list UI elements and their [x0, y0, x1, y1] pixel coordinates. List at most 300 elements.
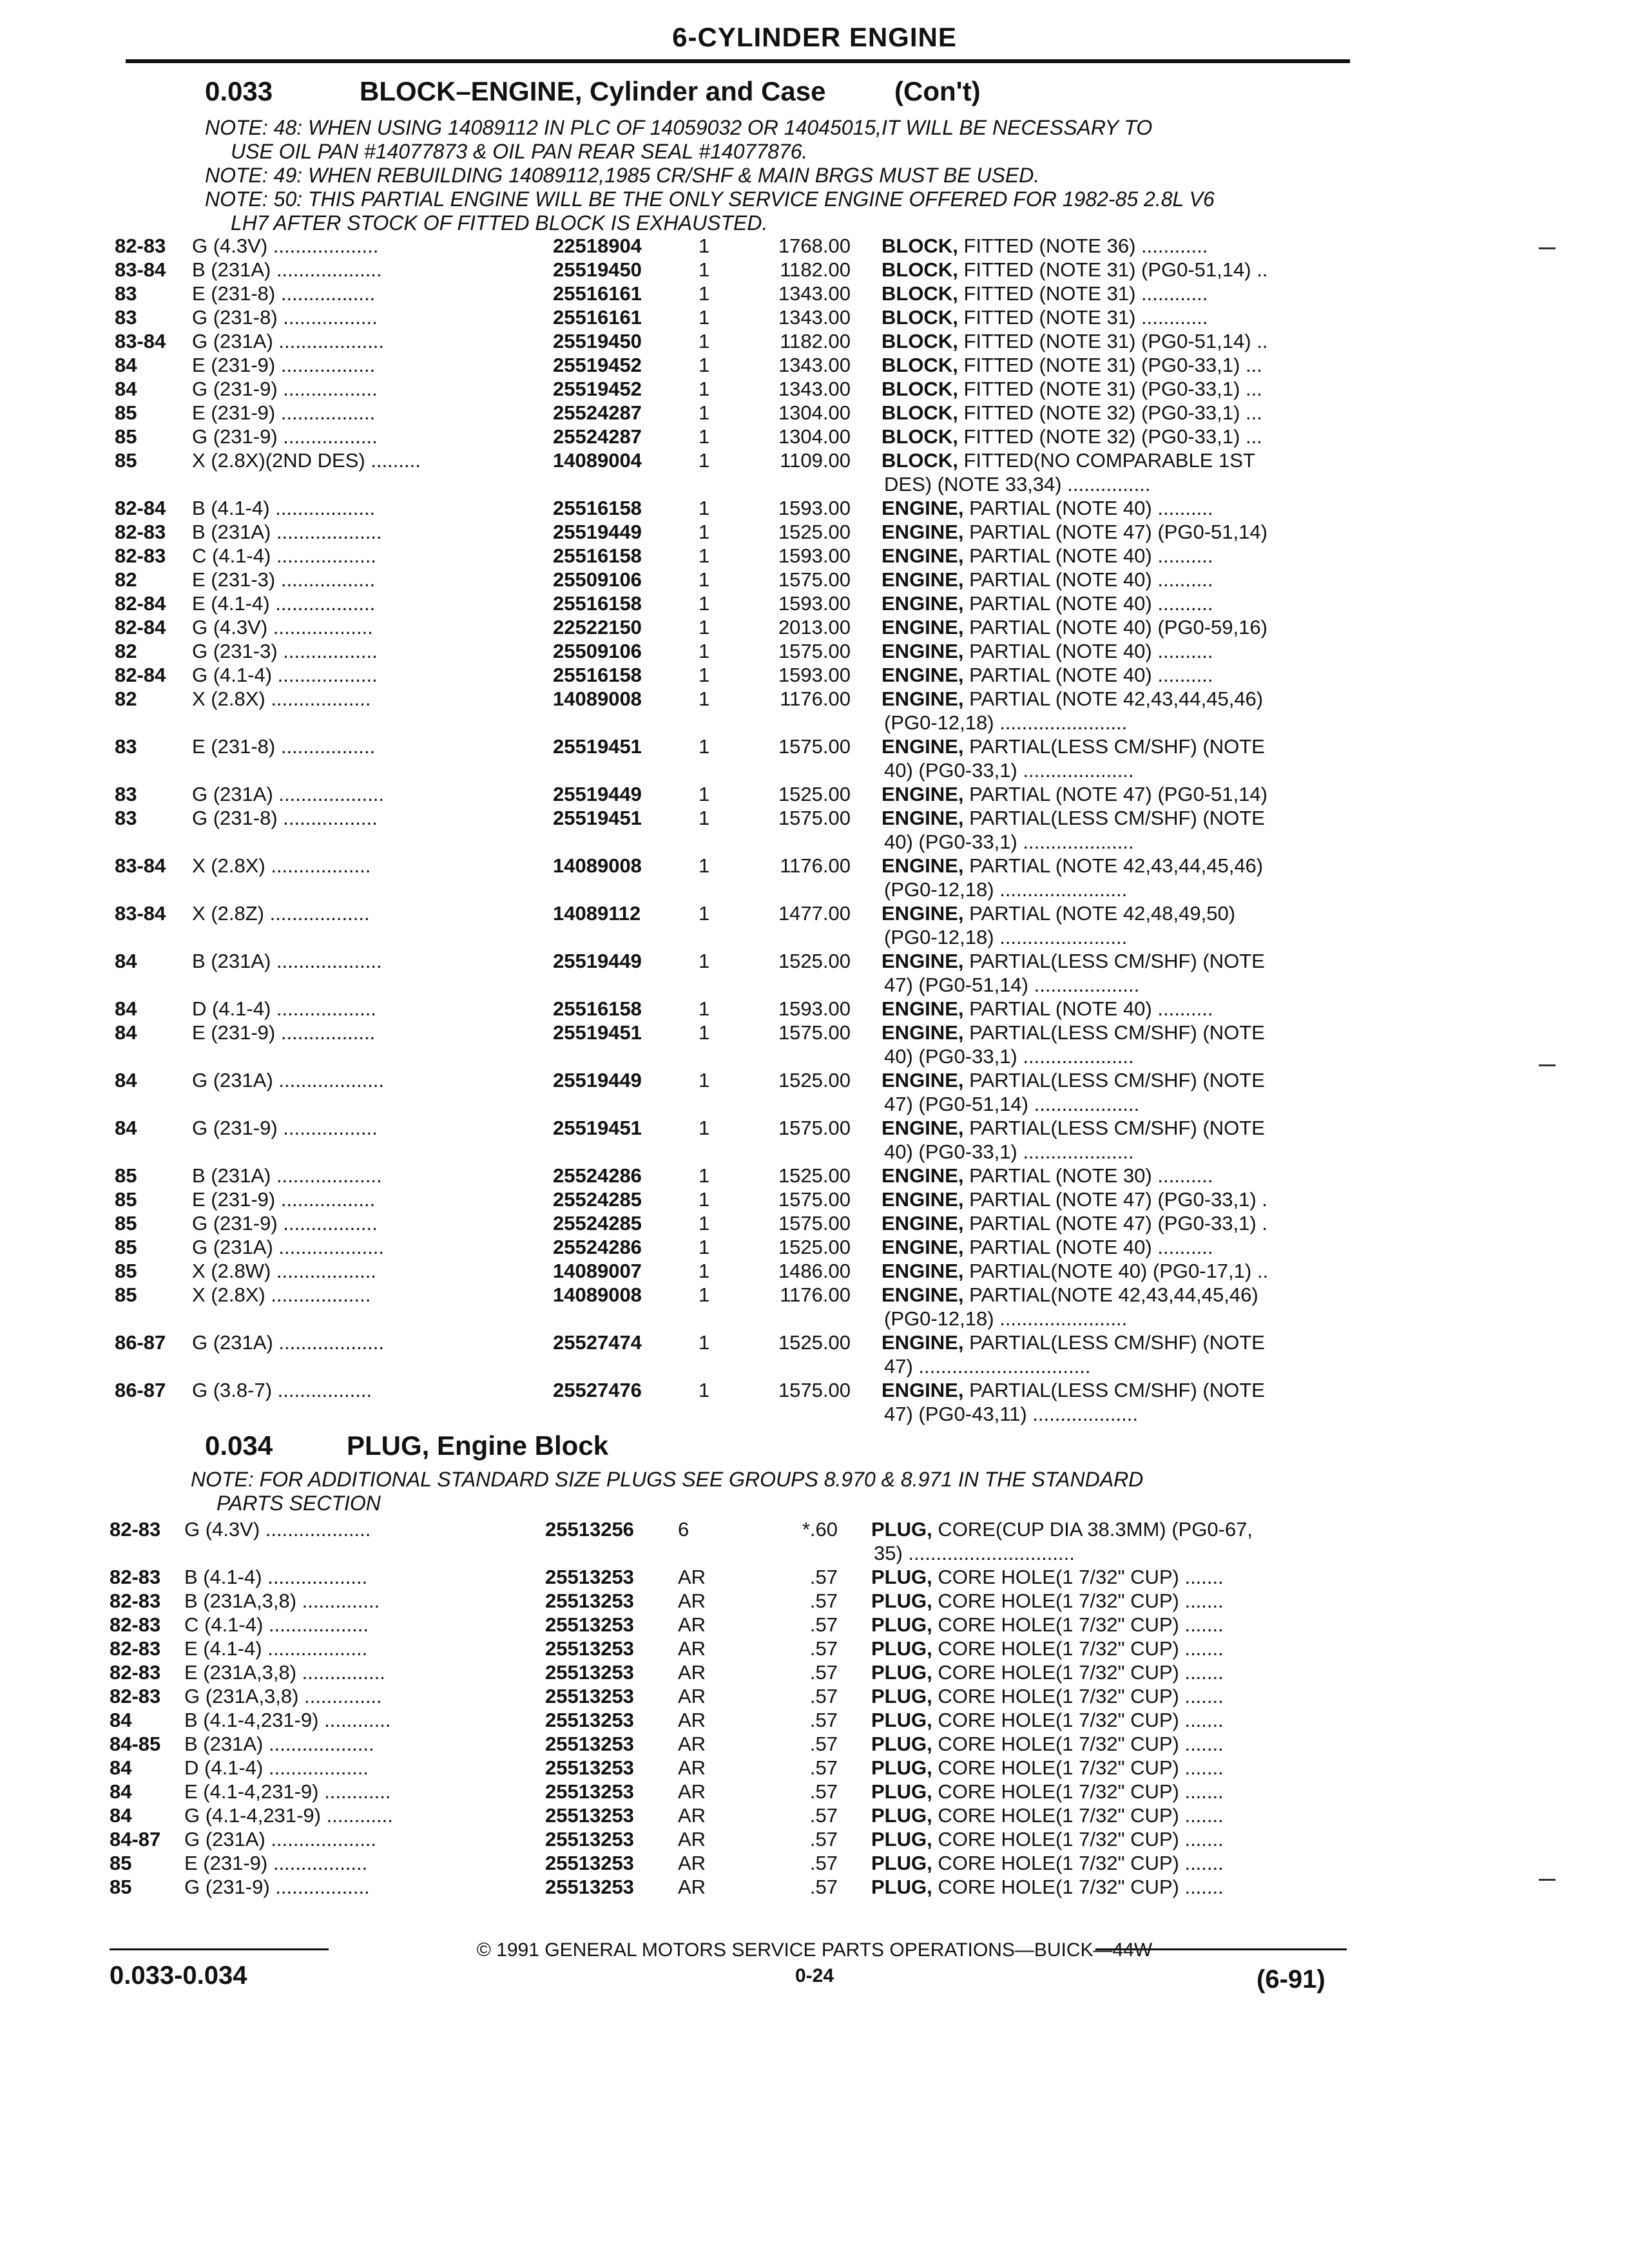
application: G (4.3V) ..................	[192, 616, 373, 639]
quantity: 1	[699, 1379, 710, 1401]
section-033-note-line: NOTE: 48: WHEN USING 14089112 IN PLC OF 14059032 OR 14045015,IT WILL BE NECESSARY TO	[205, 116, 1153, 139]
part-number: 25513253	[545, 1780, 634, 1803]
quantity: AR	[678, 1852, 706, 1874]
model-year: 86-87	[115, 1379, 166, 1401]
model-year: 85	[115, 425, 137, 448]
application: B (231A) ...................	[192, 521, 382, 543]
description: ENGINE, PARTIAL (NOTE 40) ..........	[882, 544, 1213, 567]
description: BLOCK, FITTED (NOTE 31) (PG0-33,1) ...	[882, 354, 1262, 376]
application: G (231-9) .................	[184, 1876, 370, 1898]
quantity: 1	[699, 735, 710, 758]
model-year: 85	[110, 1876, 132, 1898]
description: PLUG, CORE HOLE(1 7/32" CUP) .......	[871, 1804, 1224, 1827]
application: X (2.8X) ..................	[192, 687, 371, 710]
quantity: 1	[699, 1331, 710, 1354]
quantity: 1	[699, 1117, 710, 1139]
part-number: 25516158	[553, 544, 642, 567]
price: .57	[809, 1852, 838, 1874]
model-year: 84-85	[110, 1733, 161, 1755]
price: .57	[809, 1613, 838, 1636]
description: ENGINE, PARTIAL (NOTE 42,43,44,45,46)	[882, 687, 1264, 710]
part-number: 25524286	[553, 1164, 642, 1187]
model-year: 85	[115, 401, 137, 424]
application: B (231A) ...................	[192, 1164, 382, 1187]
footer-group-range: 0.033-0.034	[110, 1961, 247, 1990]
description: ENGINE, PARTIAL (NOTE 30) ..........	[882, 1164, 1213, 1187]
application: G (231-9) .................	[192, 425, 378, 448]
application: B (231A,3,8) ..............	[184, 1590, 380, 1612]
application: D (4.1-4) ..................	[184, 1756, 369, 1779]
description: PLUG, CORE HOLE(1 7/32" CUP) .......	[871, 1566, 1224, 1588]
price: 1575.00	[778, 568, 851, 591]
model-year: 85	[115, 1236, 137, 1258]
description: ENGINE, PARTIAL (NOTE 40) ..........	[882, 497, 1213, 519]
quantity: 1	[699, 902, 710, 925]
model-year: 82-83	[115, 544, 166, 567]
part-number: 25509106	[553, 568, 642, 591]
description: BLOCK, FITTED (NOTE 32) (PG0-33,1) ...	[882, 401, 1262, 424]
price: .57	[809, 1661, 838, 1684]
model-year: 84	[110, 1804, 132, 1827]
model-year: 83-84	[115, 854, 166, 877]
part-number: 25519449	[553, 1069, 642, 1091]
part-number: 14089008	[553, 687, 642, 710]
quantity: AR	[678, 1804, 706, 1827]
model-year: 84	[110, 1756, 132, 1779]
price: 1575.00	[778, 735, 851, 758]
part-number: 25527474	[553, 1331, 642, 1354]
description: ENGINE, PARTIAL (NOTE 40) ..........	[882, 1236, 1213, 1258]
section-034-note-line: NOTE: FOR ADDITIONAL STANDARD SIZE PLUGS SEE GROUPS 8.970 & 8.971 IN THE STANDARD	[191, 1468, 1144, 1491]
price: 1182.00	[780, 330, 851, 352]
description: ENGINE, PARTIAL (NOTE 47) (PG0-33,1) .	[882, 1188, 1268, 1211]
application: G (4.1-4,231-9) ............	[184, 1804, 393, 1827]
part-number: 14089007	[553, 1260, 642, 1282]
price: 1176.00	[780, 687, 851, 710]
quantity: 1	[699, 378, 710, 400]
application: E (231A,3,8) ...............	[184, 1661, 385, 1684]
section-033-note-line: NOTE: 50: THIS PARTIAL ENGINE WILL BE THE ONLY SERVICE ENGINE OFFERED FOR 1982-85 2.8L V6	[205, 187, 1215, 211]
model-year: 84	[115, 950, 137, 972]
section-033-name: BLOCK–ENGINE, Cylinder and Case	[360, 76, 826, 106]
quantity: 1	[699, 258, 710, 281]
model-year: 84	[110, 1709, 132, 1731]
part-number: 25513253	[545, 1733, 634, 1755]
price: 1525.00	[778, 783, 851, 805]
part-number: 25513253	[545, 1685, 634, 1707]
quantity: AR	[678, 1709, 706, 1731]
description: PLUG, CORE HOLE(1 7/32" CUP) .......	[871, 1756, 1224, 1779]
model-year: 83	[115, 735, 137, 758]
model-year: 84-87	[110, 1828, 161, 1850]
quantity: AR	[678, 1590, 706, 1612]
description: ENGINE, PARTIAL (NOTE 40) ..........	[882, 664, 1213, 686]
price: .57	[809, 1876, 838, 1898]
model-year: 82-83	[110, 1566, 161, 1588]
model-year: 82-84	[115, 664, 166, 686]
quantity: 6	[678, 1518, 689, 1541]
price: 1525.00	[778, 1331, 851, 1354]
price: .57	[809, 1566, 838, 1588]
description-continued: 40) (PG0-33,1) ....................	[884, 1140, 1134, 1163]
description-continued: 47) ...............................	[884, 1355, 1091, 1378]
section-033-note-line: USE OIL PAN #14077873 & OIL PAN REAR SEAL #14077876.	[231, 140, 808, 163]
application: G (4.1-4) ..................	[192, 664, 378, 686]
application: G (4.3V) ...................	[184, 1518, 371, 1541]
application: X (2.8Z) ..................	[192, 902, 370, 925]
description: ENGINE, PARTIAL(NOTE 42,43,44,45,46)	[882, 1283, 1258, 1306]
description: ENGINE, PARTIAL (NOTE 40) ..........	[882, 640, 1213, 662]
part-number: 25524286	[553, 1236, 642, 1258]
description: BLOCK, FITTED(NO COMPARABLE 1ST	[882, 449, 1255, 472]
price: .57	[809, 1709, 838, 1731]
part-number: 25513253	[545, 1804, 634, 1827]
quantity: AR	[678, 1733, 706, 1755]
model-year: 84	[115, 378, 137, 400]
part-number: 22518904	[553, 235, 642, 257]
description-continued: 40) (PG0-33,1) ....................	[884, 831, 1134, 853]
price: 2013.00	[778, 616, 851, 639]
quantity: AR	[678, 1637, 706, 1660]
description: PLUG, CORE(CUP DIA 38.3MM) (PG0-67,	[871, 1518, 1253, 1541]
part-number: 25524287	[553, 425, 642, 448]
application: E (231-3) .................	[192, 568, 376, 591]
application: G (231-8) .................	[192, 807, 378, 829]
price: 1575.00	[778, 1379, 851, 1401]
section-034-name: PLUG, Engine Block	[347, 1430, 609, 1461]
price: 1343.00	[778, 282, 851, 305]
price: 1176.00	[780, 1283, 851, 1306]
model-year: 82-83	[110, 1685, 161, 1707]
application: E (4.1-4) ..................	[184, 1637, 368, 1660]
quantity: 1	[699, 235, 710, 257]
application: X (2.8W) ..................	[192, 1260, 376, 1282]
quantity: 1	[699, 1236, 710, 1258]
description: PLUG, CORE HOLE(1 7/32" CUP) .......	[871, 1685, 1224, 1707]
price: .57	[809, 1637, 838, 1660]
model-year: 82-84	[115, 497, 166, 519]
description: ENGINE, PARTIAL(LESS CM/SHF) (NOTE	[882, 1331, 1265, 1354]
margin-mark	[1539, 1064, 1556, 1066]
part-number: 14089008	[553, 854, 642, 877]
price: 1304.00	[778, 425, 851, 448]
footer-page-number: 0-24	[795, 1965, 834, 1986]
quantity: 1	[699, 1212, 710, 1235]
part-number: 25509106	[553, 640, 642, 662]
description: ENGINE, PARTIAL (NOTE 42,48,49,50)	[882, 902, 1236, 925]
description-continued: (PG0-12,18) .......................	[884, 711, 1128, 734]
application: E (231-9) .................	[192, 1188, 376, 1211]
part-number: 25513253	[545, 1661, 634, 1684]
quantity: AR	[678, 1566, 706, 1588]
price: 1486.00	[778, 1260, 851, 1282]
model-year: 82-84	[115, 616, 166, 639]
quantity: 1	[699, 1283, 710, 1306]
application: E (4.1-4) ..................	[192, 592, 376, 615]
price: 1593.00	[778, 997, 851, 1020]
description: ENGINE, PARTIAL (NOTE 40) (PG0-59,16)	[882, 616, 1268, 639]
price: 1343.00	[778, 354, 851, 376]
application: B (4.1-4) ..................	[192, 497, 376, 519]
quantity: 1	[699, 497, 710, 519]
model-year: 85	[115, 1212, 137, 1235]
description: BLOCK, FITTED (NOTE 31) (PG0-33,1) ...	[882, 378, 1262, 400]
description: PLUG, CORE HOLE(1 7/32" CUP) .......	[871, 1828, 1224, 1850]
quantity: 1	[699, 664, 710, 686]
part-number: 25527476	[553, 1379, 642, 1401]
quantity: 1	[699, 1164, 710, 1187]
quantity: 1	[699, 640, 710, 662]
quantity: 1	[699, 330, 710, 352]
description-continued: 40) (PG0-33,1) ....................	[884, 1045, 1134, 1068]
model-year: 84	[110, 1780, 132, 1803]
margin-mark	[1539, 1879, 1556, 1881]
model-year: 82-84	[115, 592, 166, 615]
description: ENGINE, PARTIAL(LESS CM/SHF) (NOTE	[882, 1379, 1265, 1401]
part-number: 25513253	[545, 1590, 634, 1612]
description-continued: DES) (NOTE 33,34) ...............	[884, 473, 1151, 495]
model-year: 85	[115, 449, 137, 472]
footer-copyright: © 1991 GENERAL MOTORS SERVICE PARTS OPERATIONS—BUICK—44W	[476, 1939, 1153, 1961]
application: G (231-9) .................	[192, 1212, 378, 1235]
description: BLOCK, FITTED (NOTE 32) (PG0-33,1) ...	[882, 425, 1262, 448]
model-year: 83	[115, 282, 137, 305]
part-number: 25519450	[553, 258, 642, 281]
application: X (2.8X) ..................	[192, 1283, 371, 1306]
description: ENGINE, PARTIAL(LESS CM/SHF) (NOTE	[882, 735, 1265, 758]
model-year: 82	[115, 640, 137, 662]
quantity: AR	[678, 1876, 706, 1898]
part-number: 25516158	[553, 997, 642, 1020]
quantity: 1	[699, 568, 710, 591]
part-number: 25513256	[545, 1518, 634, 1541]
quantity: AR	[678, 1756, 706, 1779]
model-year: 84	[115, 997, 137, 1020]
description: PLUG, CORE HOLE(1 7/32" CUP) .......	[871, 1637, 1224, 1660]
description: ENGINE, PARTIAL (NOTE 40) ..........	[882, 592, 1213, 615]
price: 1525.00	[778, 1069, 851, 1091]
price: 1575.00	[778, 640, 851, 662]
part-number: 14089004	[553, 449, 642, 472]
model-year: 85	[115, 1164, 137, 1187]
price: 1593.00	[778, 544, 851, 567]
part-number: 25519452	[553, 354, 642, 376]
quantity: 1	[699, 521, 710, 543]
application: G (231-8) .................	[192, 306, 378, 329]
price: 1593.00	[778, 592, 851, 615]
part-number: 25519449	[553, 950, 642, 972]
description-continued: (PG0-12,18) .......................	[884, 1307, 1128, 1330]
section-034-number: 0.034	[205, 1430, 273, 1461]
description: ENGINE, PARTIAL(NOTE 40) (PG0-17,1) ..	[882, 1260, 1269, 1282]
part-number: 25516158	[553, 497, 642, 519]
section-033-number: 0.033	[205, 76, 273, 106]
price: 1525.00	[778, 521, 851, 543]
description: PLUG, CORE HOLE(1 7/32" CUP) .......	[871, 1709, 1224, 1731]
description: ENGINE, PARTIAL (NOTE 40) ..........	[882, 997, 1213, 1020]
application: E (231-9) .................	[192, 1021, 376, 1044]
section-033-note-line: LH7 AFTER STOCK OF FITTED BLOCK IS EXHAUSTED.	[231, 211, 768, 235]
description-continued: 47) (PG0-43,11) ...................	[884, 1403, 1138, 1425]
description: ENGINE, PARTIAL(LESS CM/SHF) (NOTE	[882, 1117, 1265, 1139]
application: D (4.1-4) ..................	[192, 997, 376, 1020]
quantity: 1	[699, 282, 710, 305]
quantity: 1	[699, 1021, 710, 1044]
application: E (231-8) .................	[192, 282, 376, 305]
part-number: 25513253	[545, 1566, 634, 1588]
quantity: 1	[699, 1260, 710, 1282]
application: G (231A) ...................	[192, 1236, 385, 1258]
model-year: 83-84	[115, 902, 166, 925]
part-number: 25519451	[553, 1117, 642, 1139]
description-continued: 35) ..............................	[874, 1542, 1075, 1564]
price: 1109.00	[780, 449, 851, 472]
part-number: 14089008	[553, 1283, 642, 1306]
part-number: 25524285	[553, 1188, 642, 1211]
price: 1575.00	[778, 1188, 851, 1211]
part-number: 25519449	[553, 521, 642, 543]
quantity: AR	[678, 1780, 706, 1803]
part-number: 25513253	[545, 1613, 634, 1636]
model-year: 83-84	[115, 258, 166, 281]
description: ENGINE, PARTIAL(LESS CM/SHF) (NOTE	[882, 807, 1265, 829]
model-year: 84	[115, 1069, 137, 1091]
description-continued: 47) (PG0-51,14) ...................	[884, 974, 1140, 996]
quantity: 1	[699, 997, 710, 1020]
price: 1575.00	[778, 1021, 851, 1044]
quantity: 1	[699, 401, 710, 424]
price: 1768.00	[778, 235, 851, 257]
application: G (231A) ...................	[192, 330, 385, 352]
quantity: 1	[699, 783, 710, 805]
application: B (231A) ...................	[184, 1733, 374, 1755]
model-year: 85	[110, 1852, 132, 1874]
price: 1176.00	[780, 854, 851, 877]
description: PLUG, CORE HOLE(1 7/32" CUP) .......	[871, 1590, 1224, 1612]
application: E (231-8) .................	[192, 735, 376, 758]
model-year: 84	[115, 1117, 137, 1139]
quantity: 1	[699, 950, 710, 972]
model-year: 83	[115, 783, 137, 805]
description-continued: 40) (PG0-33,1) ....................	[884, 759, 1134, 782]
quantity: 1	[699, 425, 710, 448]
price: 1304.00	[778, 401, 851, 424]
description: PLUG, CORE HOLE(1 7/32" CUP) .......	[871, 1780, 1224, 1803]
application: X (2.8X) ..................	[192, 854, 371, 877]
part-number: 25516161	[553, 282, 642, 305]
quantity: 1	[699, 1069, 710, 1091]
model-year: 85	[115, 1260, 137, 1282]
quantity: 1	[699, 1188, 710, 1211]
price: .57	[809, 1756, 838, 1779]
part-number: 14089112	[553, 902, 641, 925]
quantity: 1	[699, 354, 710, 376]
description: BLOCK, FITTED (NOTE 31) ............	[882, 306, 1208, 329]
price: 1525.00	[778, 1236, 851, 1258]
header-rule	[126, 59, 1350, 63]
price: 1343.00	[778, 378, 851, 400]
part-number: 25516158	[553, 664, 642, 686]
application: B (4.1-4,231-9) ............	[184, 1709, 391, 1731]
footer-date: (6-91)	[1257, 1965, 1325, 1994]
price: 1593.00	[778, 664, 851, 686]
quantity: 1	[699, 592, 710, 615]
part-number: 25513253	[545, 1637, 634, 1660]
section-034-note-line: PARTS SECTION	[217, 1492, 381, 1515]
price: .57	[809, 1733, 838, 1755]
part-number: 25524285	[553, 1212, 642, 1235]
application: C (4.1-4) ..................	[184, 1613, 369, 1636]
price: *.60	[802, 1518, 838, 1541]
model-year: 83	[115, 807, 137, 829]
price: 1525.00	[778, 1164, 851, 1187]
part-number: 25519451	[553, 807, 642, 829]
model-year: 82-83	[110, 1518, 161, 1541]
description: ENGINE, PARTIAL(LESS CM/SHF) (NOTE	[882, 1021, 1265, 1044]
description: BLOCK, FITTED (NOTE 31) (PG0-51,14) ..	[882, 258, 1268, 281]
page-title: 6-CYLINDER ENGINE	[672, 22, 957, 52]
application: E (231-9) .................	[184, 1852, 368, 1874]
margin-mark	[1539, 247, 1556, 249]
model-year: 82-83	[115, 521, 166, 543]
quantity: 1	[699, 854, 710, 877]
model-year: 82-83	[110, 1613, 161, 1636]
price: .57	[809, 1828, 838, 1850]
part-number: 25513253	[545, 1876, 634, 1898]
quantity: 1	[699, 807, 710, 829]
quantity: AR	[678, 1685, 706, 1707]
model-year: 82	[115, 687, 137, 710]
quantity: 1	[699, 449, 710, 472]
quantity: 1	[699, 544, 710, 567]
part-number: 25516161	[553, 306, 642, 329]
part-number: 25513253	[545, 1709, 634, 1731]
model-year: 82	[115, 568, 137, 591]
application: G (231A) ...................	[192, 783, 385, 805]
application: B (231A) ...................	[192, 258, 382, 281]
model-year: 82-83	[115, 235, 166, 257]
description: ENGINE, PARTIAL (NOTE 40) ..........	[882, 568, 1213, 591]
model-year: 82-83	[110, 1637, 161, 1660]
section-033-note-line: NOTE: 49: WHEN REBUILDING 14089112,1985 CR/SHF & MAIN BRGS MUST BE USED.	[205, 164, 1040, 187]
model-year: 82-83	[110, 1590, 161, 1612]
description: ENGINE, PARTIAL(LESS CM/SHF) (NOTE	[882, 1069, 1265, 1091]
description: BLOCK, FITTED (NOTE 31) ............	[882, 282, 1208, 305]
part-number: 25516158	[553, 592, 642, 615]
part-number: 22522150	[553, 616, 642, 639]
quantity: 1	[699, 306, 710, 329]
section-033-cont: (Con't)	[894, 76, 981, 106]
application: C (4.1-4) ..................	[192, 544, 376, 567]
price: 1575.00	[778, 1117, 851, 1139]
application: X (2.8X)(2ND DES) .........	[192, 449, 421, 472]
price: 1525.00	[778, 950, 851, 972]
part-number: 25513253	[545, 1828, 634, 1850]
part-number: 25519451	[553, 1021, 642, 1044]
model-year: 83	[115, 306, 137, 329]
application: G (231A) ...................	[192, 1069, 385, 1091]
price: .57	[809, 1590, 838, 1612]
model-year: 84	[115, 1021, 137, 1044]
application: E (4.1-4,231-9) ............	[184, 1780, 391, 1803]
price: .57	[809, 1780, 838, 1803]
application: G (231A) ...................	[192, 1331, 385, 1354]
part-number: 25513253	[545, 1756, 634, 1779]
application: G (231-9) .................	[192, 1117, 378, 1139]
price: 1343.00	[778, 306, 851, 329]
application: G (3.8-7) .................	[192, 1379, 372, 1401]
application: G (231-3) .................	[192, 640, 378, 662]
